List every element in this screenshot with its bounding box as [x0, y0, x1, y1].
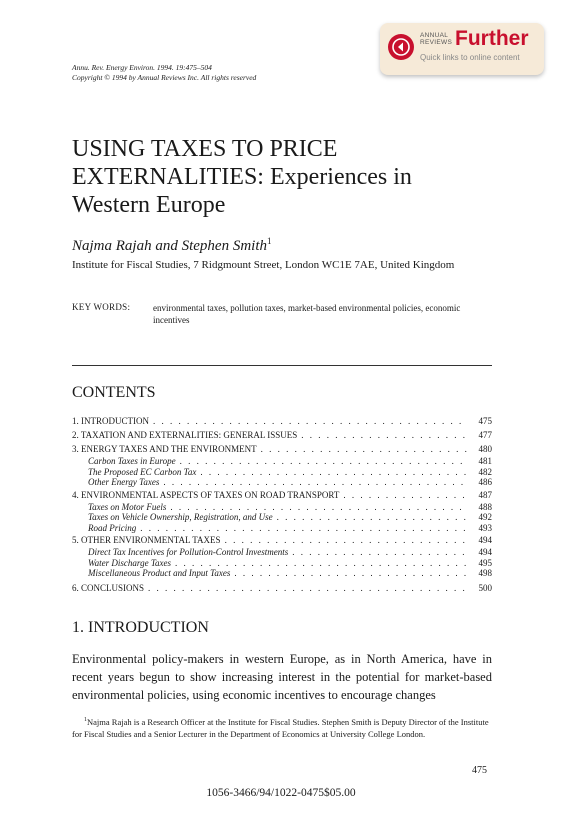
author-affiliation: Institute for Fiscal Studies, 7 Ridgmount Street, London WC1E 7AE, United Kingdom — [72, 259, 455, 271]
toc-subentry-ec-carbon-tax[interactable]: The Proposed EC Carbon Tax . . . 482 — [72, 467, 492, 478]
further-badge[interactable] — [380, 23, 544, 75]
toc-subentry-motor-fuels[interactable]: Taxes on Motor Fuels . . . 488 — [72, 502, 492, 513]
badge-brand: Further — [455, 27, 529, 50]
badge-subtitle: Quick links to online content — [420, 53, 520, 62]
toc-entry-other-environmental-taxes[interactable]: 5. OTHER ENVIRONMENTAL TAXES . . . 494 — [72, 533, 492, 547]
article-authors: Najma Rajah and Stephen Smith$^1$ — [72, 236, 272, 254]
toc-entry-energy-taxes[interactable]: 3. ENERGY TAXES AND THE ENVIRONMENT . . . 480 — [72, 442, 492, 456]
intro-paragraph: Environmental policy-makers in western Europe, as in North America, have in recent years begun to show increasing interest in the potential for market-based environmental policies, using economic incentives to encourage changes — [72, 652, 492, 702]
intro-heading: 1. INTRODUCTION — [72, 619, 209, 636]
contents-heading: CONTENTS — [72, 384, 156, 401]
toc-entry-conclusions[interactable]: 6. CONCLUSIONS . . . 500 — [72, 581, 492, 595]
toc-subentry-direct-tax-incentives[interactable]: Direct Tax Incentives for Pollution-Control Investments . . . 494 — [72, 547, 492, 558]
page-number: 475 — [472, 765, 487, 776]
citation-line: Annu. Rev. Energy Environ. 1994. 19:475–504 — [72, 63, 212, 72]
toc-subentry-carbon-taxes[interactable]: Carbon Taxes in Europe . . . 481 — [72, 456, 492, 467]
section-divider — [72, 365, 492, 366]
toc-subentry-vehicle-ownership[interactable]: Taxes on Vehicle Ownership, Registration, and Use . . . 492 — [72, 512, 492, 523]
toc-entry-taxation-externalities[interactable]: 2. TAXATION AND EXTERNALITIES: GENERAL ISSUES . . . 477 — [72, 428, 492, 442]
copyright-line: Copyright © 1994 by Annual Reviews Inc. All rights reserved — [72, 73, 257, 82]
toc-subentry-misc-product-taxes[interactable]: Miscellaneous Product and Input Taxes . . . 498 — [72, 568, 492, 579]
keywords-text: environmental taxes, pollution taxes, market-based environmental policies, economic incentives — [153, 303, 461, 325]
toc-subentry-road-pricing[interactable]: Road Pricing . . . 493 — [72, 523, 492, 534]
keywords-label: KEY WORDS: — [72, 302, 131, 312]
toc-subentry-other-energy-taxes[interactable]: Other Energy Taxes . . . 486 — [72, 477, 492, 488]
chevron-left-circle-icon — [388, 34, 414, 60]
footnote-mark[interactable]: 1 — [267, 236, 272, 246]
footnote-text: Najma Rajah is a Research Officer at the Institute for Fiscal Studies. Stephen Smith is Deputy Director of the Institute for Fiscal Studies and a Senior Lecturer in the Department of Economics at University College London. — [72, 716, 489, 739]
journal-citation — [72, 63, 256, 83]
issn-code: 1056-3466/94/1022-0475$05.00 — [206, 787, 356, 799]
toc-entry-introduction[interactable]: 1. INTRODUCTION . . . 475 — [72, 414, 492, 428]
article-title: USING TAXES TO PRICE EXTERNALITIES: Experiences in Western Europe — [72, 136, 412, 218]
footnote-number: 1 — [84, 717, 87, 723]
toc-subentry-water-discharge[interactable]: Water Discharge Taxes . . . 495 — [72, 558, 492, 569]
toc-entry-road-transport[interactable]: 4. ENVIRONMENTAL ASPECTS OF TAXES ON ROAD TRANSPORT . . . 487 — [72, 488, 492, 502]
author-footnote — [72, 714, 492, 740]
table-of-contents — [72, 414, 492, 595]
badge-publisher-label: ANNUAL REVIEWS — [420, 32, 453, 46]
